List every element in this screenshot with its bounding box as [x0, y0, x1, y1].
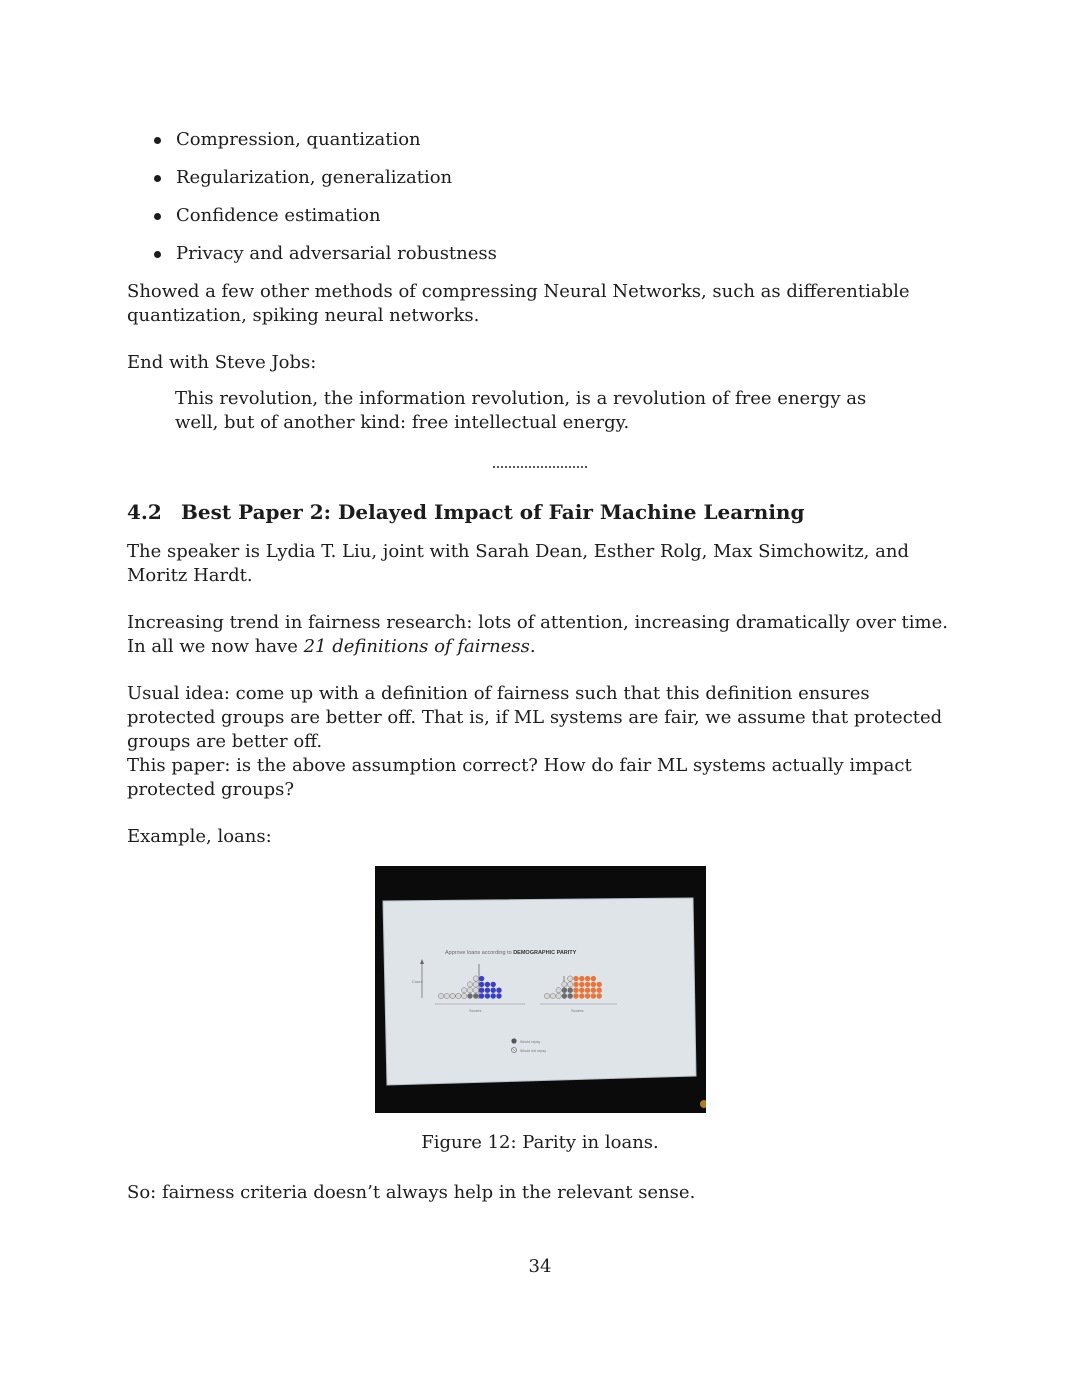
paragraph-this-paper: This paper: is the above assumption correct? How do fair ML systems actually impact protected groups?: [127, 755, 912, 800]
dot-mark: [479, 988, 484, 993]
dot-mark: [479, 982, 484, 987]
dot-mark: [573, 993, 578, 998]
dot-mark: [550, 993, 555, 998]
paragraph-compression: Showed a few other methods of compressing Neural Networks, such as differentiable quantization, spiking neural networks.: [127, 281, 910, 326]
list-item: Compression, quantization: [154, 127, 497, 165]
paragraph-conclusion: So: fairness criteria doesn’t always help in the relevant sense.: [127, 1182, 696, 1203]
page-number: 34: [528, 1256, 552, 1277]
paragraph-speaker: The speaker is Lydia T. Liu, joint with Sarah Dean, Esther Rolg, Max Simchowitz, and Moritz Hardt.: [127, 541, 909, 586]
dot-mark: [579, 993, 584, 998]
y-axis-label: Count: [412, 979, 423, 984]
stage-light: [700, 1100, 706, 1108]
legend-not-repay-label: Would not repay: [520, 1049, 547, 1053]
quote-block: This revolution, the information revolution, is a revolution of free energy as well, but of another kind: free intellectual energy.: [175, 388, 867, 433]
emphasis-definitions: 21 definitions of fairness.: [303, 636, 536, 657]
dot-mark: [456, 993, 461, 998]
list-item: Privacy and adversarial robustness: [154, 241, 497, 279]
bullet-icon: [154, 137, 161, 144]
dot-mark: [479, 976, 484, 981]
bullet-icon: [154, 213, 161, 220]
paragraph-steve-jobs: End with Steve Jobs:: [127, 352, 317, 373]
dot-mark: [473, 982, 478, 987]
list-item: Regularization, generalization: [154, 165, 497, 203]
dot-mark: [479, 993, 484, 998]
section-title: Best Paper 2: Delayed Impact of Fair Machine Learning: [181, 500, 805, 524]
section-separator: [493, 466, 587, 468]
slide-title: Approve loans according to DEMOGRAPHIC PARITY: [445, 950, 577, 956]
paragraph-trend: Increasing trend in fairness research: lots of attention, increasing dramatically over time. In all we now have 21 definitions of fairness.: [127, 612, 948, 657]
dot-mark: [473, 976, 478, 981]
dot-mark: [568, 988, 573, 993]
dot-mark: [467, 982, 472, 987]
dot-mark: [485, 982, 490, 987]
dot-mark: [585, 982, 590, 987]
list-item: Confidence estimation: [154, 203, 497, 241]
bullet-list: [154, 127, 497, 279]
dot-mark: [544, 993, 549, 998]
section-heading: [127, 499, 804, 525]
figure-photo: [375, 866, 706, 1113]
dot-mark: [467, 993, 472, 998]
dot-mark: [579, 988, 584, 993]
dot-mark: [562, 982, 567, 987]
dot-mark: [568, 982, 573, 987]
dot-mark: [573, 982, 578, 987]
dot-mark: [450, 993, 455, 998]
dot-mark: [585, 988, 590, 993]
dot-mark: [585, 976, 590, 981]
dot-mark: [556, 988, 561, 993]
projected-slide: [383, 898, 696, 1085]
dot-mark: [562, 988, 567, 993]
bullet-icon: [154, 175, 161, 182]
dot-mark: [597, 982, 602, 987]
dot-mark: [591, 993, 596, 998]
dot-mark: [591, 976, 596, 981]
dot-mark: [591, 982, 596, 987]
dot-mark: [568, 993, 573, 998]
dot-mark: [496, 988, 501, 993]
paragraph-usual-idea: Usual idea: come up with a definition of fairness such that this definition ensures protected groups are better off. That is, if ML systems are fair, we assume that protected groups are better off.: [127, 683, 943, 752]
dot-mark: [579, 982, 584, 987]
x-axis-label-left: Scores: [469, 1008, 482, 1013]
bullet-icon: [154, 251, 161, 258]
dot-mark: [556, 993, 561, 998]
legend-repay-icon: [511, 1038, 516, 1043]
slide-photo-svg: [375, 866, 706, 1113]
dot-mark: [467, 988, 472, 993]
dot-mark: [597, 993, 602, 998]
dot-mark: [573, 976, 578, 981]
dot-mark: [473, 993, 478, 998]
dot-mark: [591, 988, 596, 993]
dot-mark: [473, 988, 478, 993]
dot-mark: [573, 988, 578, 993]
legend-repay-label: Would repay: [520, 1040, 541, 1044]
dot-mark: [491, 988, 496, 993]
dot-mark: [485, 993, 490, 998]
dot-mark: [568, 976, 573, 981]
dot-mark: [485, 988, 490, 993]
dot-mark: [562, 993, 567, 998]
x-axis-label-right: Scores: [571, 1008, 584, 1013]
dot-mark: [462, 988, 467, 993]
dot-mark: [585, 993, 590, 998]
dot-mark: [491, 993, 496, 998]
dot-mark: [438, 993, 443, 998]
dot-mark: [579, 976, 584, 981]
dot-mark: [491, 982, 496, 987]
dot-mark: [444, 993, 449, 998]
figure-caption: Figure 12: Parity in loans.: [421, 1132, 659, 1153]
dot-mark: [597, 988, 602, 993]
dot-mark: [462, 993, 467, 998]
paragraph-example: Example, loans:: [127, 826, 272, 847]
dot-mark: [496, 993, 501, 998]
section-number: 4.2: [127, 500, 162, 524]
